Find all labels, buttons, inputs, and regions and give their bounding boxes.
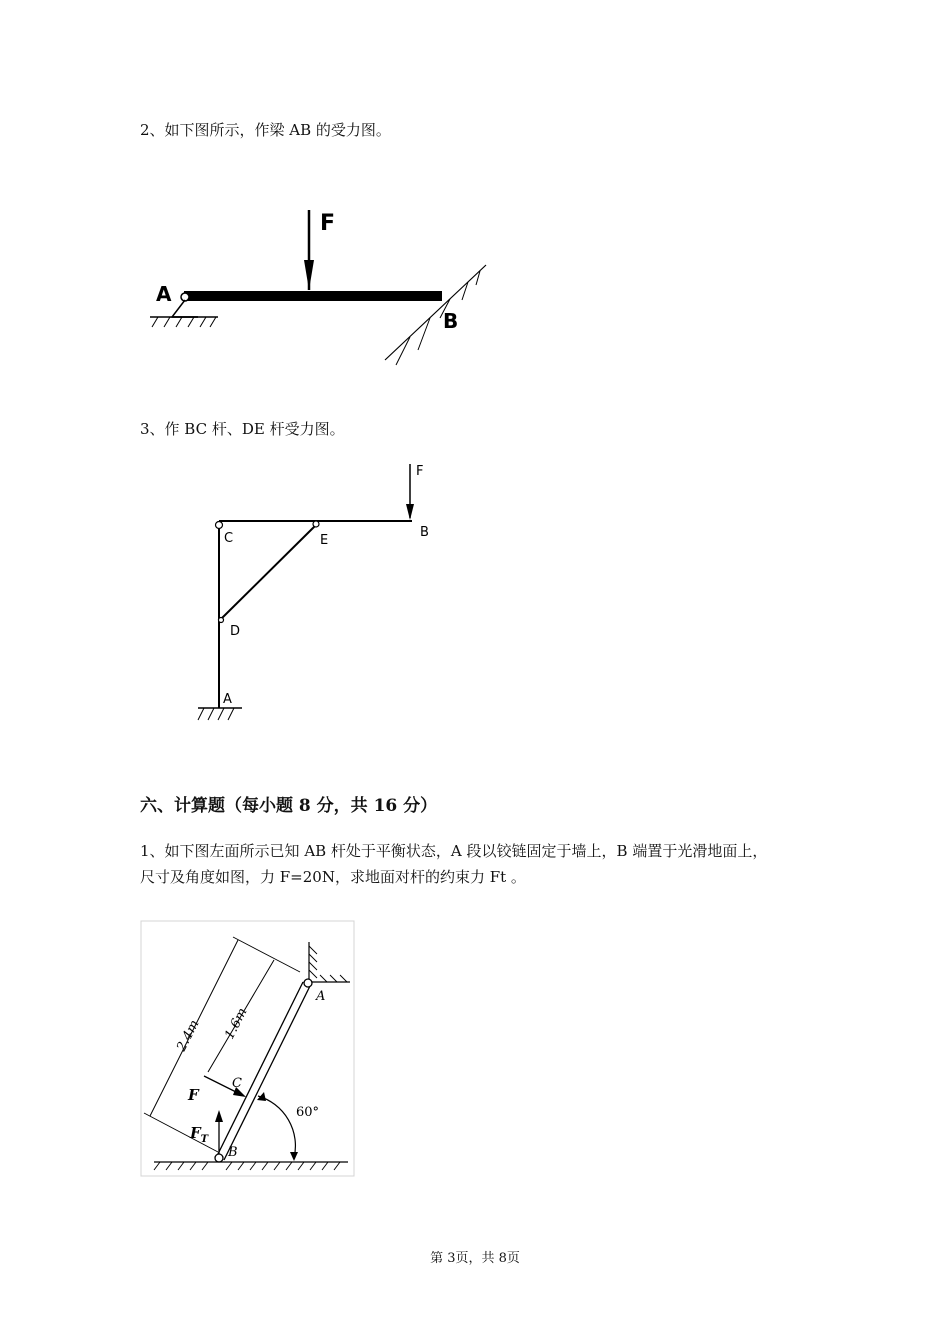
question-3-text: 3、作 BC 杆、DE 杆受力图。 (140, 420, 345, 438)
pin-c (216, 522, 223, 529)
angle-arc-arrowhead (290, 1152, 298, 1161)
force-ft-label: $F_T$ (190, 1124, 209, 1145)
label-a: A (223, 692, 232, 707)
angle-arc (258, 1096, 295, 1158)
incline-b (385, 265, 486, 360)
rod-ab-edge-1 (216, 982, 303, 1158)
frame-bc-de-diagram (190, 458, 450, 728)
beam-ab-diagram (140, 200, 500, 370)
incline-b-hatch (396, 271, 480, 365)
label-c: C (224, 531, 234, 546)
inclined-rod-diagram (140, 920, 356, 1178)
pin-a (181, 293, 189, 301)
calc-question-1-line-2: 尺寸及角度如图，力 F=20N，求地面对杆的约束力 Ft 。 (140, 868, 526, 886)
wall-a-hatch (309, 946, 347, 982)
pin-e (313, 521, 319, 527)
strut-de (221, 525, 316, 619)
ground-a-hatch (198, 708, 234, 720)
angle-label: 60° (296, 1105, 320, 1120)
ground-a-hatch (152, 317, 216, 327)
force-f-arrowhead (304, 260, 314, 290)
pin-b (215, 1154, 223, 1162)
label-b: B (420, 525, 429, 540)
figure-frame (141, 921, 354, 1176)
label-a: A (156, 282, 172, 306)
dim-long-label: 2.4m (174, 1017, 203, 1054)
calc-question-1-line-1: 1、如下图左面所示已知 AB 杆处于平衡状态，A 段以铰链固定于墙上，B 端置于光滑地面上， (140, 842, 768, 860)
force-f-label: F (188, 1086, 199, 1104)
force-f-label: F (416, 464, 424, 479)
force-f-label: F (320, 211, 336, 236)
pin-a (304, 979, 312, 987)
section-6-heading: 六、计算题（每小题 8 分，共 16 分） (140, 796, 438, 816)
dim-short-label: 1.6m (222, 1005, 251, 1042)
ground-hatch (154, 1162, 340, 1170)
page-footer: 第 3页，共 8页 (430, 1251, 520, 1266)
label-d: D (230, 624, 241, 639)
force-ft-arrowhead (215, 1110, 223, 1122)
label-b: B (443, 309, 459, 333)
force-f-arrowhead (406, 504, 414, 520)
support-a-triangle (172, 300, 198, 317)
label-b: B (228, 1145, 238, 1160)
question-2-text: 2、如下图所示，作梁 AB 的受力图。 (140, 121, 391, 139)
label-e: E (320, 533, 329, 548)
label-a: A (316, 989, 326, 1004)
label-c: C (232, 1076, 242, 1091)
beam-ab (184, 291, 442, 301)
pin-d (219, 618, 224, 623)
